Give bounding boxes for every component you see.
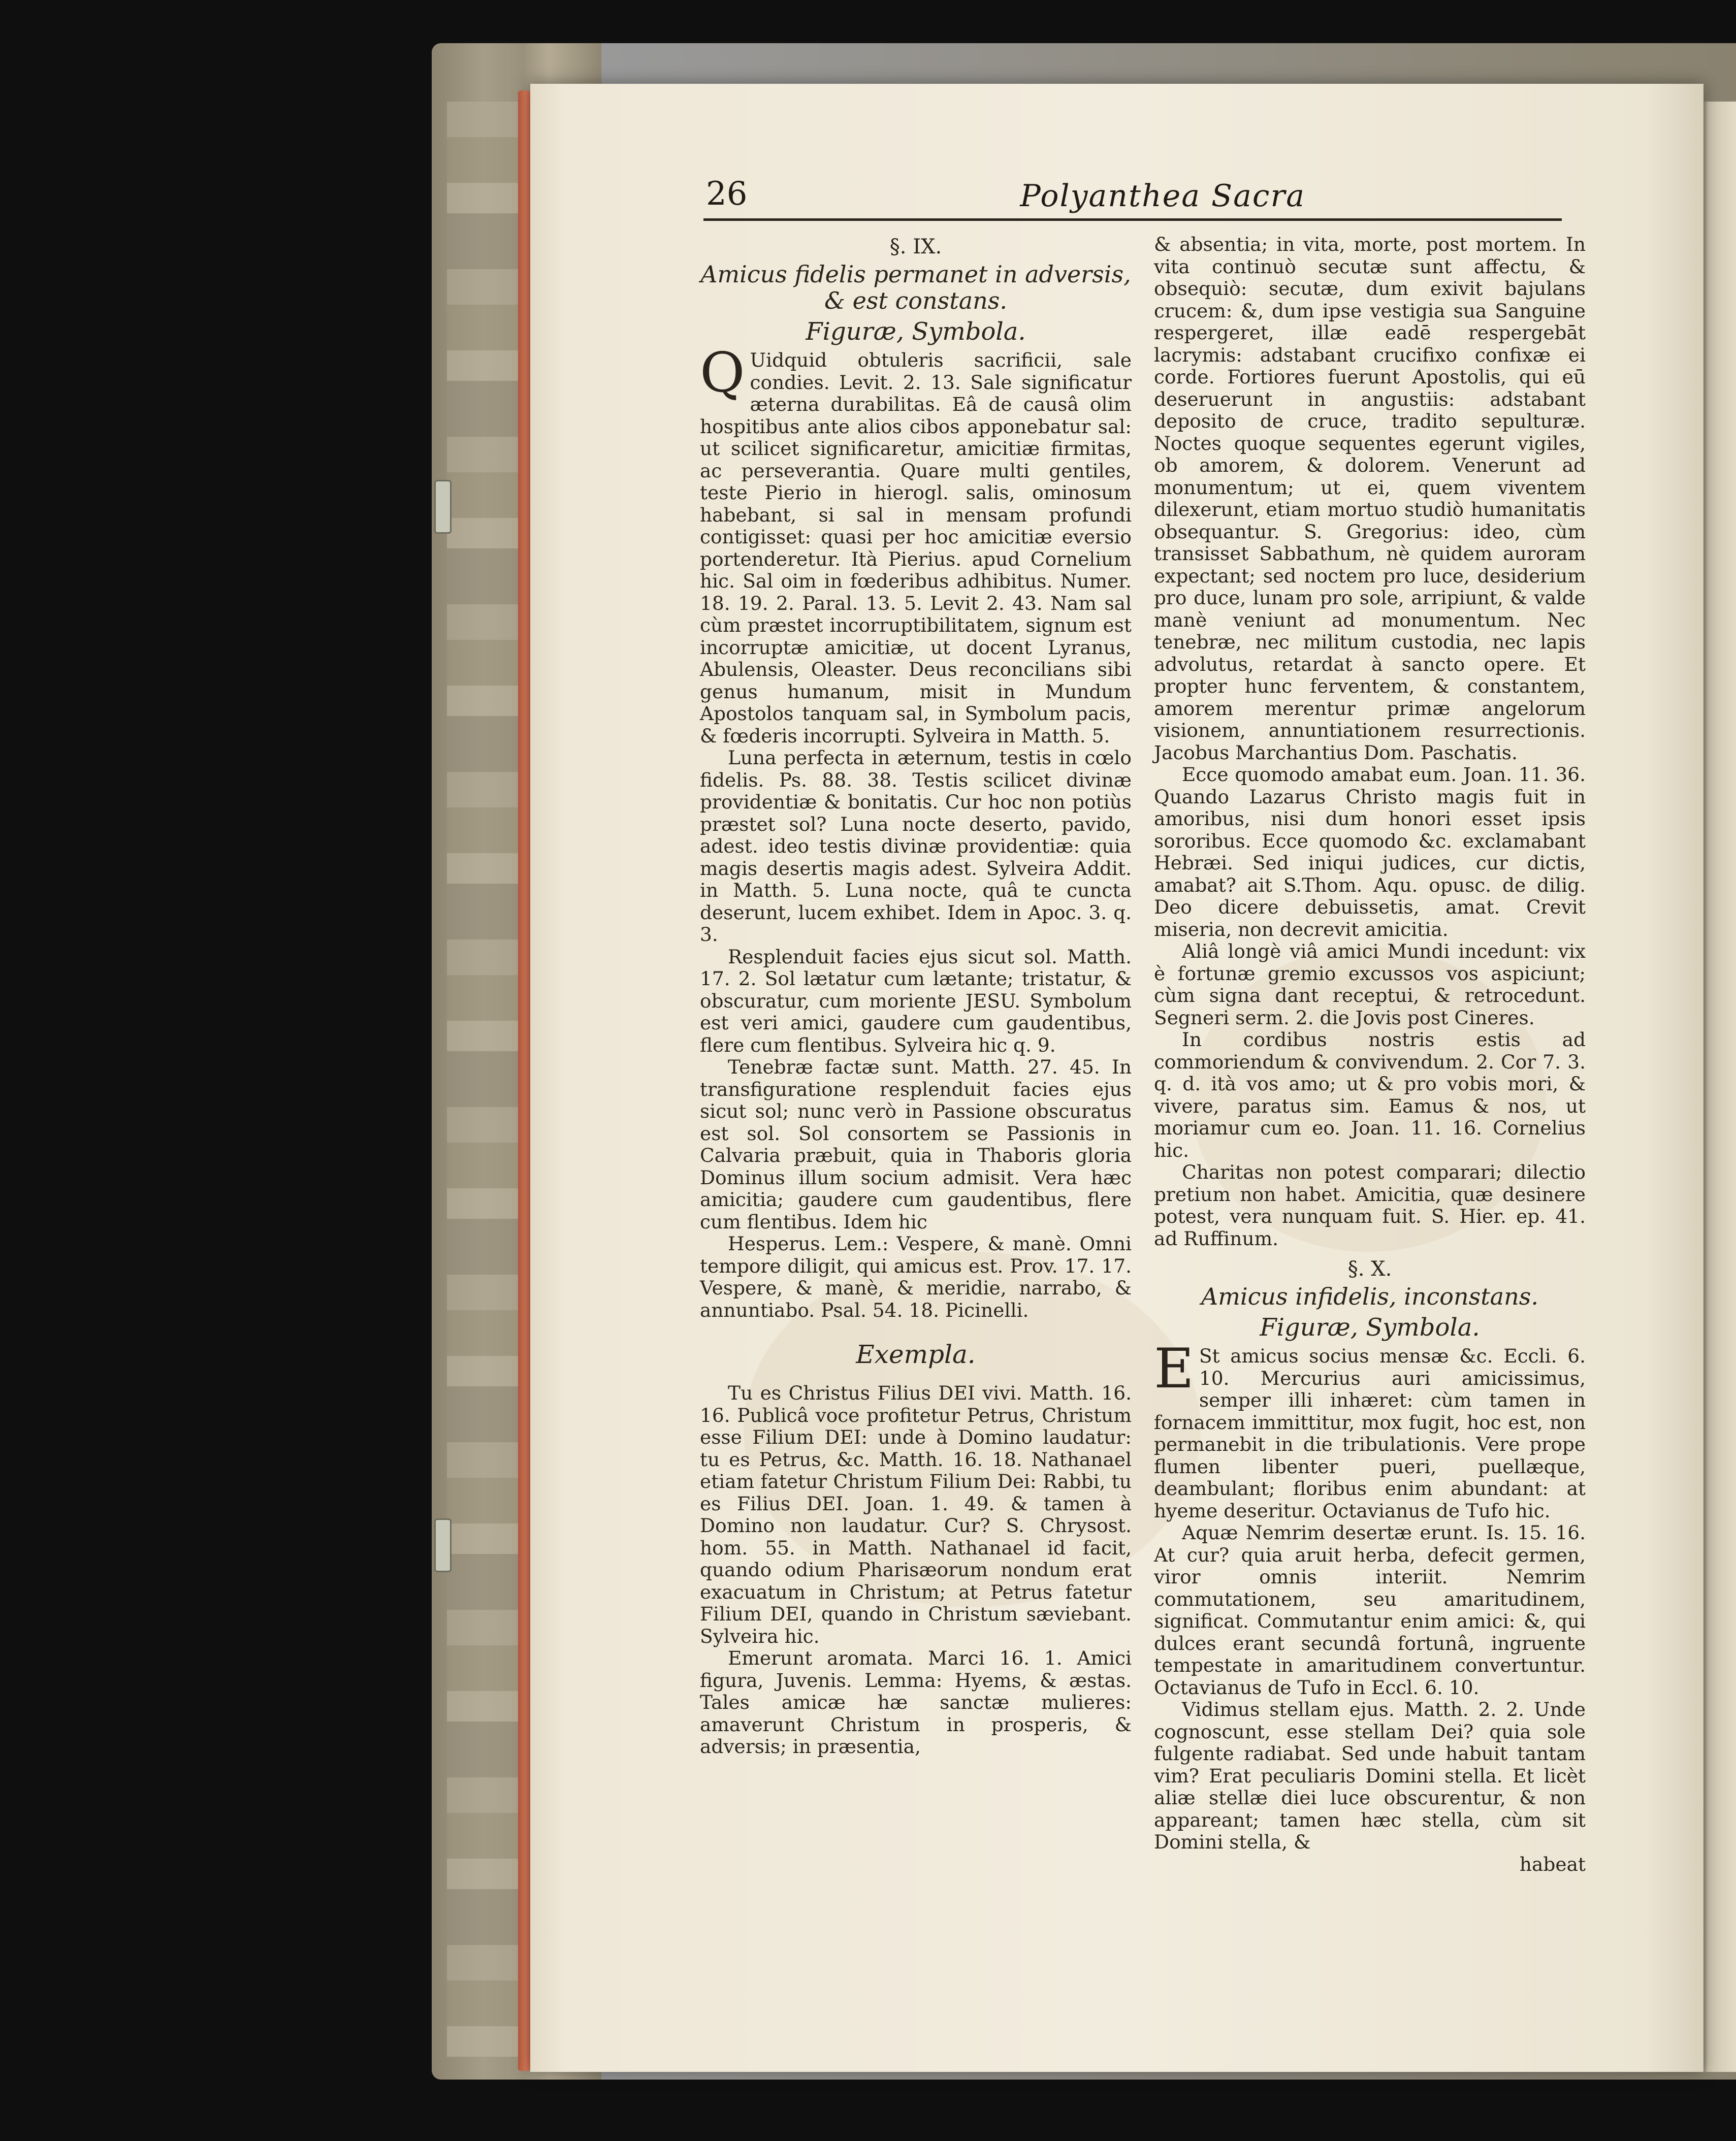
drop-cap: Q	[700, 341, 745, 405]
paragraph: Resplenduit facies ejus sicut sol. Matth. 17. 2. Sol lætatur cum lætante; tristatur, & obscuratur, cum moriente JESU. Symbolum est veri amici, gaudere cum gaudentibus, flere cum flentibus. Sylveira hic q. 9.	[700, 945, 1132, 1056]
exempla-heading: Exempla.	[856, 1340, 976, 1369]
page-number: 26	[706, 175, 748, 213]
left-column	[700, 234, 1132, 1758]
running-title: Polyanthea Sacra	[1020, 178, 1305, 214]
paragraph: Ecce quomodo amabat eum. Joan. 11. 36. Quando Lazarus Christo magis fuit in amoribus, nisi dum honori esset ipsis sororibus. Ecce quomodo &c. exclamabant Hebræi. Sed iniqui judices, cur dictis, amabat? ait S.Thom. Aqu. opusc. de dilig. Deo dicere debuissetis, amat. Crevit miseria, non decrevit amicitia.	[1154, 763, 1586, 940]
paragraph: Tu es Christus Filius DEI vivi. Matth. 16. 16. Publicâ voce profitetur Petrus, Christum esse Filium DEI: unde à Domino laudatur: tu es Petrus, &c. Matth. 16. 18. Nathanael etiam fatetur Christum Filium Dei: Rabbi, tu es Filius DEI. Joan. 1. 49. & tamen à Domino non laudatur. Cur? S. Chrysost. hom. 55. in Matth. Nathanael id facit, quando odium Pharisæorum nondum erat exacuatum in Christum; at Petrus fatetur Filium DEI, quando in Christum sæviebant. Sylveira hic.	[700, 1382, 1132, 1647]
section-subtitle: Figuræ, Symbola.	[806, 317, 1026, 346]
paragraph: In cordibus nostris estis ad commoriendum & convivendum. 2. Cor 7. 3. q. d. ità vos amo; ut & pro vobis mori, & vivere, paratus sim. Eamus & nos, ut moriamur cum eo. Joan. 11. 16. Cornelius hic.	[1154, 1028, 1586, 1161]
paragraph: Aquæ Nemrim desertæ erunt. Is. 15. 16. At cur? quia aruit herba, defecit germen, viror omnis interiit. Nemrim commutationem, seu amaritudinem, significat. Commutantur enim amici: &, qui dulces erant secundâ fortunâ, ingruente tempestate in amaritudinem convertuntur. Octavianus de Tufo in Eccl. 6. 10.	[1154, 1521, 1586, 1699]
section-heading: §. IX.	[889, 235, 942, 258]
worn-binding	[447, 102, 523, 2057]
drop-cap: E	[1154, 1337, 1194, 1401]
paragraph: Aliâ longè viâ amici Mundi incedunt: vix è fortunæ gremio excussos vos aspiciunt; cùm signa dant receptui, & retrocedunt. Segneri serm. 2. die Jovis post Cineres.	[1154, 940, 1586, 1029]
paragraph: Q Uidquid obtuleris sacrificii, sale condies. Levit. 2. 13. Sale significatur æterna durabilitas. Eâ de causâ olim hospitibus ante alios cibos apponebatur sal: ut scilicet significaretur, amicitiæ firmitas, ac perseverantia. Quare multi gentiles, teste Pierio in hierogl. salis, ominosum habebant, si sal in mensam profundi contigisset: quasi per hoc amicitiæ eversio portenderetur. Ità Pierius. apud Cornelium hic. Sal oim in fœderibus adhibitus. Numer. 18. 19. 2. Paral. 13. 5. Levit 2. 43. Nam sal cùm præstet incorruptibilitatem, signum est incorruptæ amicitiæ, ut docent Lyranus, Abulensis, Oleaster. Deus reconcilians sibi genus humanum, misit in Mundum Apostolos tanquam sal, in Symbolum pacis, & fœderis incorrupti. Sylveira in Matth. 5.	[700, 341, 1132, 747]
running-header	[706, 175, 1305, 221]
paragraph: Luna perfecta in æternum, testis in cœlo fidelis. Ps. 88. 38. Testis scilicet divinæ providentiæ & bonitatis. Cur hoc non potiùs præstet sol? Luna nocte deserto, pavido, adest. ideo testis divinæ providentiæ: quia magis desertis magis adest. Sylveira Addit. in Matth. 5. Luna nocte, quâ te cuncta deserunt, lucem exhibet. Idem in Apoc. 3. q. 3.	[700, 747, 1132, 946]
paragraph: Hesperus. Lem.: Vespere, & manè. Omni tempore diligit, qui amicus est. Prov. 17. 17. Vespere, & manè, & meridie, narrabo, & annuntiabo. Psal. 54. 18. Picinelli.	[700, 1232, 1132, 1321]
section-subtitle: Figuræ, Symbola.	[1260, 1313, 1480, 1342]
binding-hinge-lower	[434, 1518, 452, 1572]
section-title: Amicus fidelis permanet in adversis, & est constans.	[700, 261, 1131, 314]
section-title: Amicus infidelis, inconstans.	[1201, 1283, 1538, 1310]
paragraph: Charitas non potest comparari; dilectio pretium non habet. Amicitia, quæ desinere potest, vera nunquam fuit. S. Hier. ep. 41. ad Ruffinum.	[1154, 1161, 1586, 1250]
paragraph: Tenebræ factæ sunt. Matth. 27. 45. In transfiguratione resplenduit facies ejus sicut sol; nunc verò in Passione obscuratus est sol. Sol consortem se Passionis in Calvaria præbuit, quia in Thaboris gloria Dominus illum socium admisit. Vera hæc amicitia; gaudere cum gaudentibus, flere cum flentibus. Idem hic	[700, 1056, 1132, 1233]
section-heading: §. X.	[1347, 1257, 1392, 1281]
paragraph: E St amicus socius mensæ &c. Eccli. 6. 10. Mercurius auri amicissimus, semper illi inhæret: cùm tamen in fornacem immittitur, mox fugit, hoc est, non permanebit in die tribulationis. Vere prope flumen libenter pueri, puellæque, deambulant; floribus enim abundant: at hyeme deseritur. Octavianus de Tufo hic.	[1154, 1337, 1586, 1522]
header-rule	[703, 218, 1562, 221]
paragraph: Vidimus stellam ejus. Matth. 2. 2. Unde cognoscunt, esse stellam Dei? quia sole fulgente radiabat. Sed unde habuit tantam vim? Erat peculiaris Domini stella. Et licèt aliæ stellæ diei luce obscurentur, & non appareant; tamen hæc stella, cùm sit Domini stella, &	[1154, 1698, 1586, 1853]
right-column	[1154, 234, 1586, 1875]
paragraph: & absentia; in vita, morte, post mortem. In vita continuò secutæ sunt affectu, & obsequiò: secutæ, dum exivit bajulans crucem: &, dum ipse vestigia sua Sanguine respergeret, illæ eadē respergebāt lacrymis: adstabant crucifixo confixæ ei corde. Fortiores fuerunt Apostolis, qui eū deseruerunt in angustiis: adstabant deposito de cruce, tradito sepulturæ. Noctes quoque sequentes egerunt vigiles, ob amorem, & dolorem. Venerunt ad monumentum; ut ei, quem viventem dilexerunt, etiam mortuo studiò humanitatis obsequantur. S. Gregorius: ideo, cùm transisset Sabbathum, nè quidem auroram expectant; sed noctem pro luce, desiderium pro duce, lunam pro sole, arripiunt, & valde manè veniunt ad monumentum. Nec tenebræ, nec militum custodia, nec lapis advolutus, retardat à sancto opere. Et propter hunc ferventem, & constantem, amorem merentur primæ angelorum visionem, annuntiationem resurrectionis. Jacobus Marchantius Dom. Paschatis.	[1154, 233, 1586, 764]
catchword: habeat	[1519, 1853, 1586, 1875]
binding-hinge-upper	[434, 480, 452, 534]
paragraph: Emerunt aromata. Marci 16. 1. Amici figura, Juvenis. Lemma: Hyems, & æstas. Tales amicæ hæ sanctæ mulieres: amaverunt Christum in prosperis, & adversis; in præsentia,	[700, 1647, 1132, 1758]
red-page-edge	[518, 90, 530, 2071]
